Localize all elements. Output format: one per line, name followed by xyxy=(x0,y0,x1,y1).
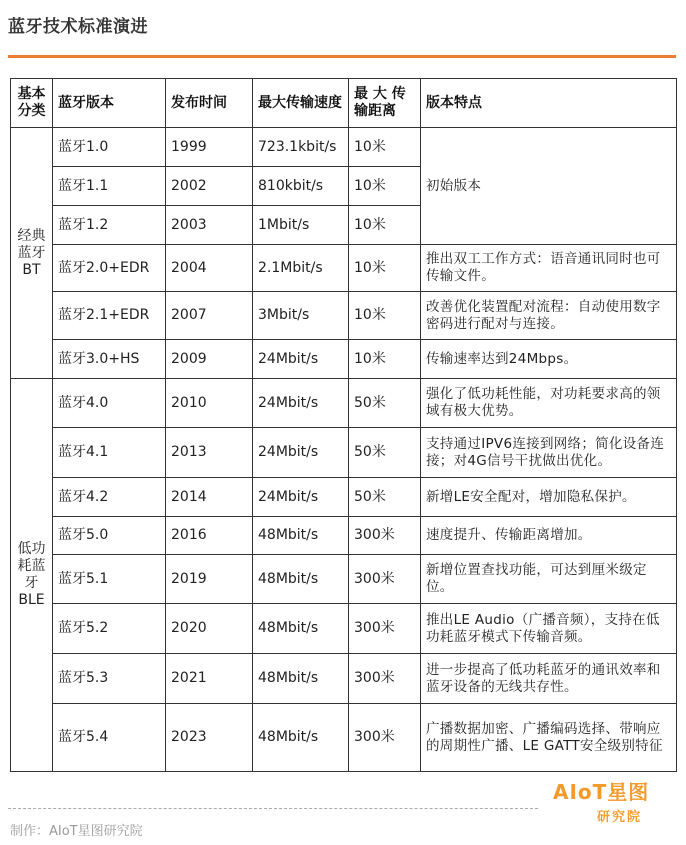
table-row xyxy=(11,379,677,428)
year-cell: 2007 xyxy=(166,292,253,340)
speed-cell: 810kbit/s xyxy=(253,167,349,206)
range-cell: 10米 xyxy=(349,245,421,292)
range-cell: 10米 xyxy=(349,206,421,245)
year-cell: 2004 xyxy=(166,245,253,292)
range-cell: 10米 xyxy=(349,128,421,167)
version-cell: 蓝牙4.2 xyxy=(53,478,166,517)
header-year: 发布时间 xyxy=(166,79,253,128)
page-title: 蓝牙技术标准演进 xyxy=(8,17,148,37)
year-cell: 2003 xyxy=(166,206,253,245)
speed-cell: 3Mbit/s xyxy=(253,292,349,340)
speed-cell: 24Mbit/s xyxy=(253,478,349,517)
header-features: 版本特点 xyxy=(421,79,677,128)
feature-cell: 速度提升、传输距离增加。 xyxy=(421,517,677,555)
speed-cell: 48Mbit/s xyxy=(253,604,349,654)
table-row xyxy=(11,478,677,517)
version-cell: 蓝牙3.0+HS xyxy=(53,340,166,379)
table-row xyxy=(11,704,677,772)
logo-main-text: AIoT星图 xyxy=(553,780,650,804)
feature-cell: 支持通过IPV6连接到网络；简化设备连接；对4G信号干扰做出优化。 xyxy=(421,428,677,478)
speed-cell: 48Mbit/s xyxy=(253,654,349,704)
version-cell: 蓝牙1.2 xyxy=(53,206,166,245)
version-cell: 蓝牙1.1 xyxy=(53,167,166,206)
feature-cell: 推出LE Audio（广播音频），支持在低功耗蓝牙模式下传输音频。 xyxy=(421,604,677,654)
version-cell: 蓝牙5.1 xyxy=(53,555,166,604)
version-cell: 蓝牙5.2 xyxy=(53,604,166,654)
feature-cell: 强化了低功耗性能，对功耗要求高的领域有极大优势。 xyxy=(421,379,677,428)
year-cell: 2019 xyxy=(166,555,253,604)
year-cell: 2021 xyxy=(166,654,253,704)
header-version: 蓝牙版本 xyxy=(53,79,166,128)
header-speed: 最大传输速度 xyxy=(253,79,349,128)
table-row xyxy=(11,654,677,704)
credit-text: 制作：AIoT星图研究院 xyxy=(10,824,143,839)
speed-cell: 24Mbit/s xyxy=(253,428,349,478)
year-cell: 2009 xyxy=(166,340,253,379)
feature-cell: 初始版本 xyxy=(421,128,677,245)
table-row xyxy=(11,604,677,654)
year-cell: 2016 xyxy=(166,517,253,555)
table-row xyxy=(11,245,677,292)
category-cell: 低功耗蓝牙BLE xyxy=(11,379,53,772)
table-row xyxy=(11,128,677,167)
aiot-logo xyxy=(553,776,678,836)
version-cell: 蓝牙2.0+EDR xyxy=(53,245,166,292)
header-range: 最 大 传输距离 xyxy=(349,79,421,128)
footer-divider xyxy=(8,808,538,809)
range-cell: 10米 xyxy=(349,340,421,379)
range-cell: 300米 xyxy=(349,555,421,604)
version-cell: 蓝牙5.4 xyxy=(53,704,166,772)
year-cell: 2010 xyxy=(166,379,253,428)
feature-cell: 新增LE安全配对，增加隐私保护。 xyxy=(421,478,677,517)
year-cell: 2020 xyxy=(166,604,253,654)
year-cell: 2002 xyxy=(166,167,253,206)
range-cell: 10米 xyxy=(349,167,421,206)
table-header-row xyxy=(11,79,677,128)
speed-cell: 24Mbit/s xyxy=(253,379,349,428)
version-cell: 蓝牙4.0 xyxy=(53,379,166,428)
speed-cell: 48Mbit/s xyxy=(253,517,349,555)
title-divider xyxy=(8,55,676,58)
speed-cell: 2.1Mbit/s xyxy=(253,245,349,292)
logo-sub-text: 研究院 xyxy=(597,810,643,825)
version-cell: 蓝牙5.0 xyxy=(53,517,166,555)
feature-cell: 改善优化装置配对流程：自动使用数字密码进行配对与连接。 xyxy=(421,292,677,340)
feature-cell: 新增位置查找功能，可达到厘米级定位。 xyxy=(421,555,677,604)
version-cell: 蓝牙1.0 xyxy=(53,128,166,167)
category-cell: 经典蓝牙BT xyxy=(11,128,53,379)
year-cell: 1999 xyxy=(166,128,253,167)
feature-cell: 广播数据加密、广播编码选择、带响应的周期性广播、LE GATT安全级别特征 xyxy=(421,704,677,772)
version-cell: 蓝牙4.1 xyxy=(53,428,166,478)
table-row xyxy=(11,517,677,555)
feature-cell: 推出双工工作方式：语音通讯同时也可传输文件。 xyxy=(421,245,677,292)
year-cell: 2023 xyxy=(166,704,253,772)
range-cell: 300米 xyxy=(349,517,421,555)
range-cell: 50米 xyxy=(349,379,421,428)
range-cell: 10米 xyxy=(349,292,421,340)
speed-cell: 1Mbit/s xyxy=(253,206,349,245)
bluetooth-versions-table xyxy=(10,78,677,772)
range-cell: 300米 xyxy=(349,704,421,772)
header-category: 基本分类 xyxy=(11,79,53,128)
range-cell: 300米 xyxy=(349,654,421,704)
speed-cell: 48Mbit/s xyxy=(253,555,349,604)
speed-cell: 48Mbit/s xyxy=(253,704,349,772)
speed-cell: 723.1kbit/s xyxy=(253,128,349,167)
feature-cell: 传输速率达到24Mbps。 xyxy=(421,340,677,379)
speed-cell: 24Mbit/s xyxy=(253,340,349,379)
year-cell: 2014 xyxy=(166,478,253,517)
year-cell: 2013 xyxy=(166,428,253,478)
range-cell: 300米 xyxy=(349,604,421,654)
table-row xyxy=(11,555,677,604)
range-cell: 50米 xyxy=(349,478,421,517)
version-cell: 蓝牙2.1+EDR xyxy=(53,292,166,340)
feature-cell: 进一步提高了低功耗蓝牙的通讯效率和蓝牙设备的无线共存性。 xyxy=(421,654,677,704)
table-row xyxy=(11,340,677,379)
range-cell: 50米 xyxy=(349,428,421,478)
version-cell: 蓝牙5.3 xyxy=(53,654,166,704)
table-row xyxy=(11,428,677,478)
table-row xyxy=(11,292,677,340)
